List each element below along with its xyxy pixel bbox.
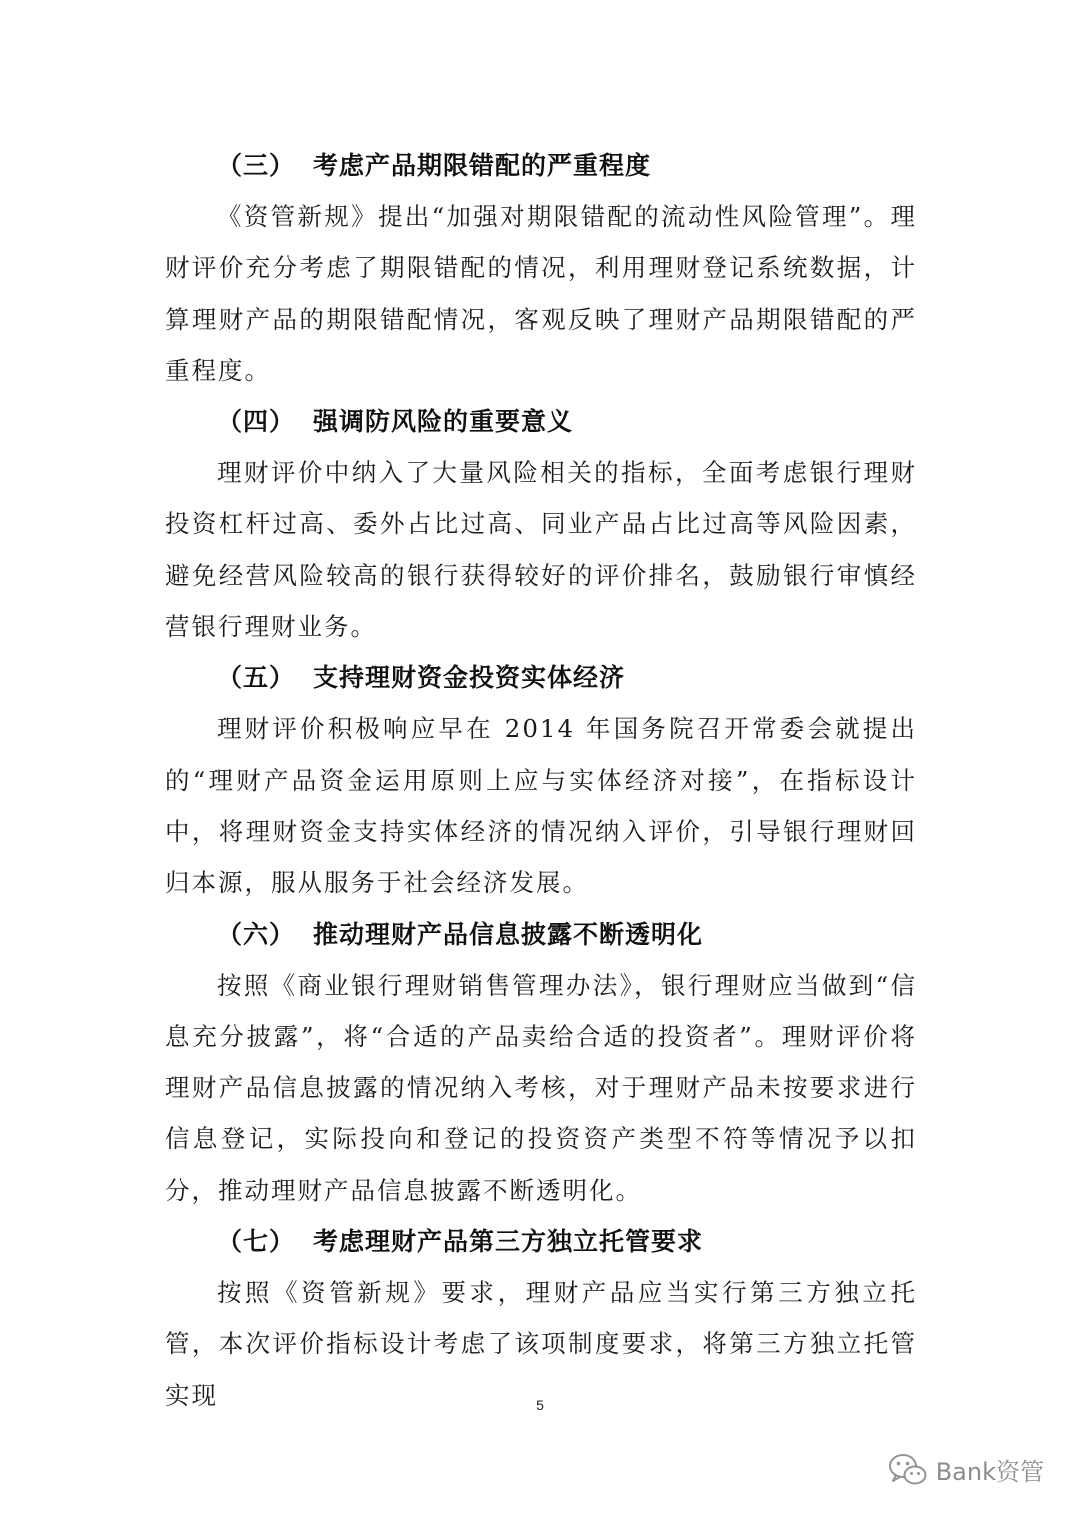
section-title: 强调防风险的重要意义 — [313, 407, 574, 437]
watermark — [888, 1452, 1044, 1487]
section-title: 考虑产品期限错配的严重程度 — [313, 151, 652, 180]
wechat-icon — [888, 1453, 928, 1487]
section-heading-4 — [165, 396, 917, 447]
section-heading-3 — [165, 140, 917, 191]
section-title: 推动理财产品信息披露不断透明化 — [313, 919, 704, 949]
section-title: 支持理财资金投资实体经济 — [313, 663, 626, 693]
section-heading-7 — [165, 1216, 917, 1267]
section-paragraph-7: 按照《资管新规》要求，理财产品应当实行第三方独立托管，本次评价指标设计考虑了该项制度要求，将第三方独立托管实现 — [165, 1278, 917, 1410]
watermark-text: Bank资管 — [935, 1458, 1044, 1486]
page-number: 5 — [536, 1397, 544, 1413]
section-title: 考虑理财产品第三方独立托管要求 — [313, 1227, 704, 1257]
section-paragraph-3: 《资管新规》提出“加强对期限错配的流动性风险管理”。理财评价充分考虑了期限错配的情况，利用理财登记系统数据，计算理财产品的期限错配情况，客观反映了理财产品期限错配的严重程度。 — [165, 202, 917, 385]
section-heading-5 — [165, 652, 917, 703]
section-number: （三） — [217, 151, 296, 180]
section-paragraph-6: 按照《商业银行理财销售管理办法》，银行理财应当做到“信息充分披露”，将“合适的产品卖给合适的投资者”。理财评价将理财产品信息披露的情况纳入考核，对于理财产品未按要求进行信息登记，实际投向和登记的投资资产类型不符等情况予以扣分，推动理财产品信息披露不断透明化。 — [165, 970, 917, 1205]
section-number: （五） — [217, 663, 296, 693]
section-paragraph-5: 理财评价积极响应早在 2014 年国务院召开常委会就提出的“理财产品资金运用原则上应与实体经济对接”，在指标设计中，将理财资金支持实体经济的情况纳入评价，引导银行理财回归本源，服从服务于社会经济发展。 — [165, 714, 917, 898]
section-number: （七） — [217, 1227, 296, 1257]
section-heading-6 — [165, 909, 917, 960]
section-number: （六） — [217, 919, 296, 949]
section-number: （四） — [217, 407, 296, 437]
document-body — [165, 140, 917, 1421]
section-paragraph-4: 理财评价中纳入了大量风险相关的指标，全面考虑银行理财投资杠杆过高、委外占比过高、同业产品占比过高等风险因素，避免经营风险较高的银行获得较好的评价排名，鼓励银行审慎经营银行理财业务。 — [165, 458, 917, 642]
